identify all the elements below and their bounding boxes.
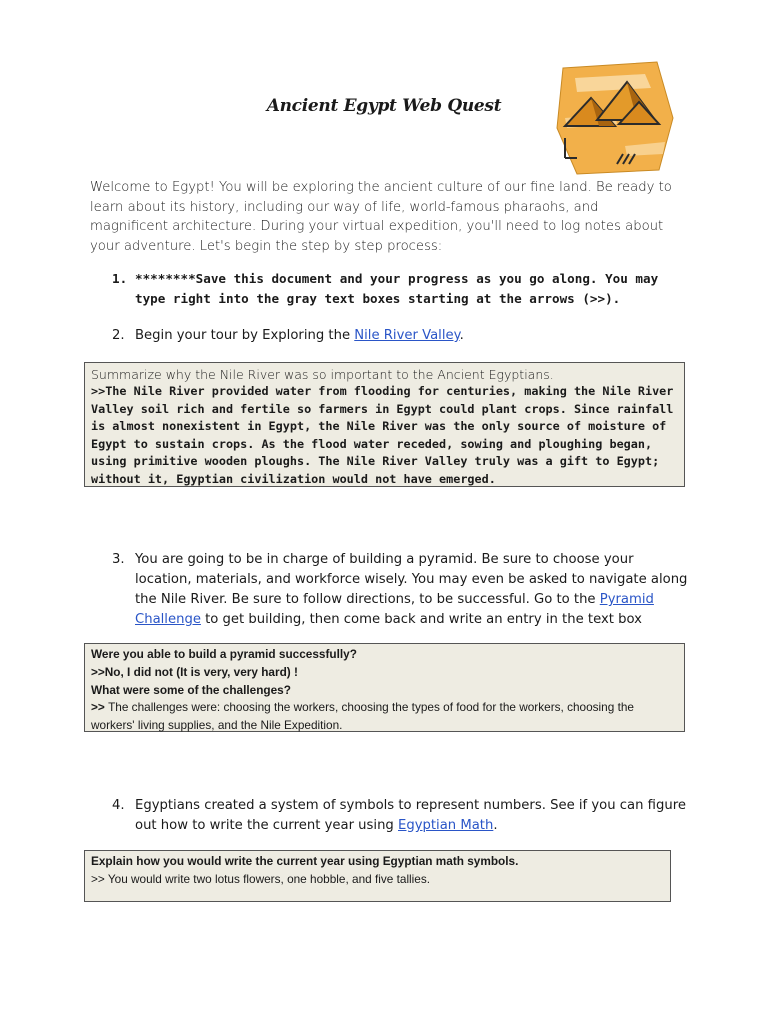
answer-arrow: >> [91, 700, 109, 715]
step-text [135, 326, 692, 346]
pyramid-challenge-link[interactable]: Pyramid Challenge [135, 592, 654, 627]
step-number: 3. [112, 552, 125, 567]
nile-river-valley-link[interactable]: Nile River Valley [354, 328, 460, 343]
box-answer[interactable]: >> You would write two lotus flowers, one hobble, and five tallies. [91, 871, 431, 886]
step-1 [112, 269, 692, 309]
step-text [135, 550, 692, 630]
box-answer-2[interactable] [91, 699, 678, 735]
step-number: 2. [112, 328, 125, 343]
step-text-before: Begin your tour by Exploring the [135, 328, 355, 343]
egyptian-math-link[interactable]: Egyptian Math [398, 818, 494, 833]
intro-paragraph: Welcome to Egypt! You will be exploring the ancient culture of our fine land. Be ready to learn about its history, including our way of life, world-famous pharaohs, and magnificent architecture. During your virtual expedition, you'll need to log notes about your adventure. Let's begin the step by step process: [90, 180, 672, 254]
step-text-before: Egyptians created a system of symbols to represent numbers. See if you can figure out how to write the current year using [135, 798, 686, 833]
step-2 [112, 326, 692, 346]
box-answer[interactable]: >>The Nile River provided water from flooding for centuries, making the Nile River Valley soil rich and fertile so farmers in Egypt could plant crops. Since rainfall is almost nonexistent in Egypt, the Nile River was the only source of moisture of Egypt to sustain crops. As the flood water receded, sowing and ploughing began, using primitive wooden ploughs. The Nile River Valley truly was a gift to Egypt; without it, Egyptian civilization would not have emerged. [91, 384, 674, 486]
box-question-2: What were some of the challenges? [91, 682, 291, 697]
nile-answer-box[interactable] [84, 362, 685, 487]
step-4 [112, 796, 692, 836]
step-text-before: You are going to be in charge of building a pyramid. Be sure to choose your location, materials, and workforce wisely. You may even be asked to navigate along the Nile River. Be sure to follow directions, to be successful. Go to the [135, 552, 688, 607]
pyramids-clipart-icon [555, 58, 677, 176]
math-answer-box[interactable] [84, 850, 671, 902]
answer-text[interactable]: The challenges were: choosing the workers, choosing the types of food for the workers, choosing the workers' living supplies, and the Nile Expedition. [91, 700, 634, 733]
step-number: 1. [112, 271, 128, 286]
page-title: Ancient Egypt Web Quest [266, 96, 502, 116]
step-text-after: to get building, then come back and write an entry in the text box [200, 612, 642, 627]
box-prompt: Explain how you would write the current year using Egyptian math symbols. [91, 854, 519, 868]
step-text-after: . [493, 818, 498, 833]
box-question-1: Were you able to build a pyramid successfully? [91, 647, 357, 661]
box-prompt: Summarize why the Nile River was so important to the Ancient Egyptians. [91, 367, 554, 382]
step-text [135, 796, 692, 836]
step-text: ********Save this document and your progress as you go along. You may type right into the gray text boxes starting at the arrows (>>). [135, 271, 659, 306]
pyramid-answer-box[interactable] [84, 643, 685, 732]
step-number: 4. [112, 798, 125, 813]
step-3 [112, 550, 692, 630]
step-text-after: . [459, 328, 464, 343]
box-answer-1[interactable]: >>No, I did not (It is very, very hard) ! [91, 664, 298, 679]
